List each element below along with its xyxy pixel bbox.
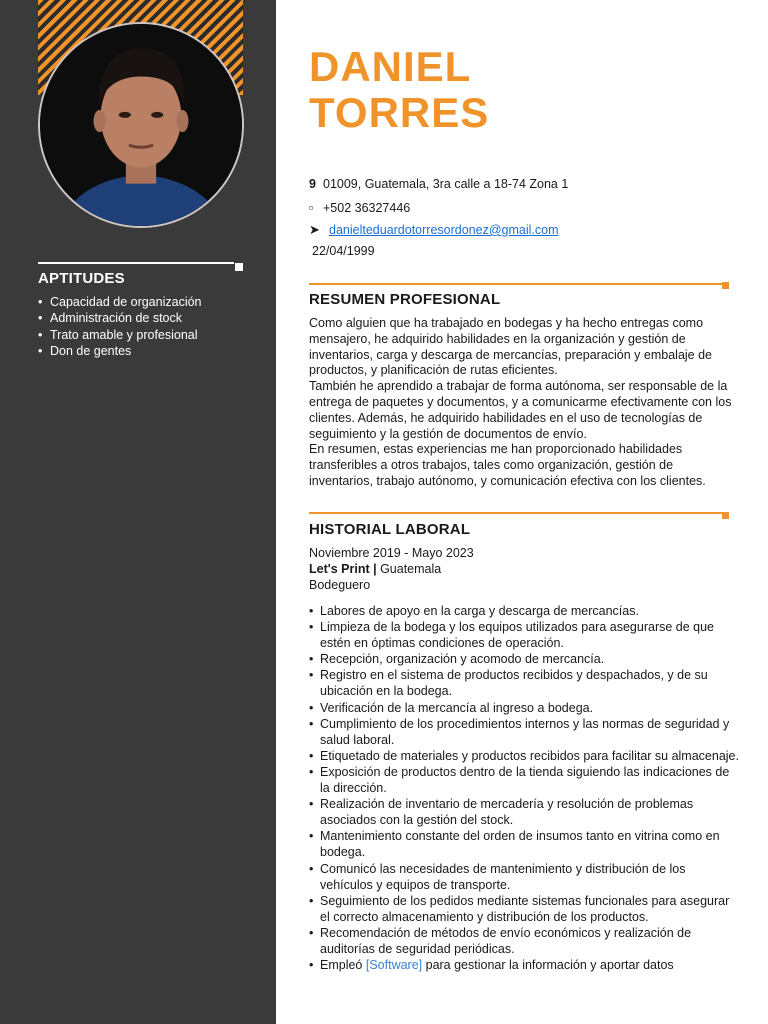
- software-placeholder: [Software]: [365, 958, 423, 973]
- duty-item-last: [309, 957, 739, 973]
- contact-phone: [309, 201, 410, 215]
- summary-body: [309, 316, 734, 490]
- location-icon: 9: [309, 177, 316, 191]
- skills-list: [38, 294, 202, 359]
- summary-paragraph: Como alguien que ha trabajado en bodegas y ha hecho entregas como mensajero, he adquirido habilidades en la organización y gestión de inventarios, carga y descarga de mercancías, preparación y embalaje de productos, y planificación de rutas eficientes.: [309, 316, 712, 378]
- duty-item: • Comunicó las necesidades de mantenimiento y distribución de los vehículos y equipos de transporte.: [309, 861, 739, 893]
- duty-item: • Exposición de productos dentro de la tienda siguiendo las indicaciones de la dirección.: [309, 764, 739, 796]
- profile-photo: [40, 24, 242, 226]
- duty-item: • Realización de inventario de mercadería y resolución de problemas asociados con la gestión del stock.: [309, 796, 739, 828]
- skill-item: • Administración de stock: [38, 310, 202, 326]
- skills-divider-marker: [235, 263, 243, 271]
- job-company: Let's Print |: [309, 562, 377, 576]
- phone-icon: ▫: [309, 201, 314, 215]
- duty-item: • Cumplimiento de los procedimientos internos y las normas de seguridad y salud laboral.: [309, 716, 739, 748]
- history-title: HISTORIAL LABORAL: [309, 521, 471, 538]
- job-role: Bodeguero: [309, 578, 371, 592]
- duty-item: • Labores de apoyo en la carga y descarga de mercancías.: [309, 603, 739, 619]
- skills-title: APTITUDES: [38, 270, 125, 287]
- skill-item: • Don de gentes: [38, 343, 202, 359]
- duty-item: • Verificación de la mercancía al ingreso a bodega.: [309, 700, 739, 716]
- duty-item: • Registro en el sistema de productos recibidos y despachados, y de su ubicación en la bodega.: [309, 667, 739, 699]
- contact-birthdate: [312, 244, 375, 258]
- email-link[interactable]: danielteduardotorresordonez@gmail.com: [329, 223, 559, 237]
- skills-divider: [38, 262, 234, 264]
- duty-text: para gestionar la información y aportar datos: [422, 958, 674, 973]
- history-divider-marker: [722, 512, 729, 519]
- last-name: TORRES: [309, 89, 490, 136]
- summary-divider: [309, 283, 722, 285]
- duty-item: • Limpieza de la bodega y los equipos utilizados para asegurarse de que estén en óptimas condiciones de operación.: [309, 619, 739, 651]
- duty-item: • Mantenimiento constante del orden de insumos tanto en vitrina como en bodega.: [309, 828, 739, 860]
- address-text: 01009, Guatemala, 3ra calle a 18-74 Zona 1: [323, 177, 569, 191]
- duty-item: • Etiquetado de materiales y productos recibidos para facilitar su almacenaje.: [309, 748, 739, 764]
- candidate-name: [309, 44, 489, 136]
- duty-item: • Recomendación de métodos de envío económicos y realización de auditorías de seguridad periódicas.: [309, 925, 739, 957]
- contact-address: [309, 177, 568, 191]
- skill-item: • Trato amable y profesional: [38, 327, 202, 343]
- summary-divider-marker: [722, 282, 729, 289]
- job-company-line: [309, 561, 474, 577]
- profile-photo-image: [40, 24, 242, 226]
- history-divider: [309, 512, 722, 514]
- job-location: Guatemala: [376, 562, 442, 576]
- job-dates: Noviembre 2019 - Mayo 2023: [309, 546, 474, 560]
- duty-text: Empleó: [320, 958, 366, 973]
- duty-item: • Seguimiento de los pedidos mediante sistemas funcionales para asegurar el correcto almacenamiento y distribución de los productos.: [309, 893, 739, 925]
- summary-paragraph: En resumen, estas experiencias me han proporcionado habilidades transferibles a otros trabajos, tales como organización, gestión de inventarios, trabajo autónomo, y comunicación efectiva con los clientes.: [309, 442, 706, 488]
- summary-title: RESUMEN PROFESIONAL: [309, 291, 501, 308]
- phone-text: +502 36327446: [323, 201, 411, 215]
- duty-item: • Recepción, organización y acomodo de mercancía.: [309, 651, 739, 667]
- contact-email: [309, 222, 558, 238]
- summary-paragraph: También he aprendido a trabajar de forma autónoma, ser responsable de la entrega de paquetes y documentos, y a comunicarme efectivamente con los clientes. Además, he adquirido habilidades en el uso de tecnologías de seguimiento y la gestión de documentos de envío.: [309, 379, 732, 441]
- skill-item: • Capacidad de organización: [38, 294, 202, 310]
- send-icon: ➤: [309, 222, 320, 237]
- sidebar: [0, 0, 276, 1024]
- birthdate-text: 22/04/1999: [312, 244, 375, 258]
- job-header: [309, 545, 474, 593]
- first-name: DANIEL: [309, 43, 472, 90]
- job-duties-list: [309, 603, 739, 973]
